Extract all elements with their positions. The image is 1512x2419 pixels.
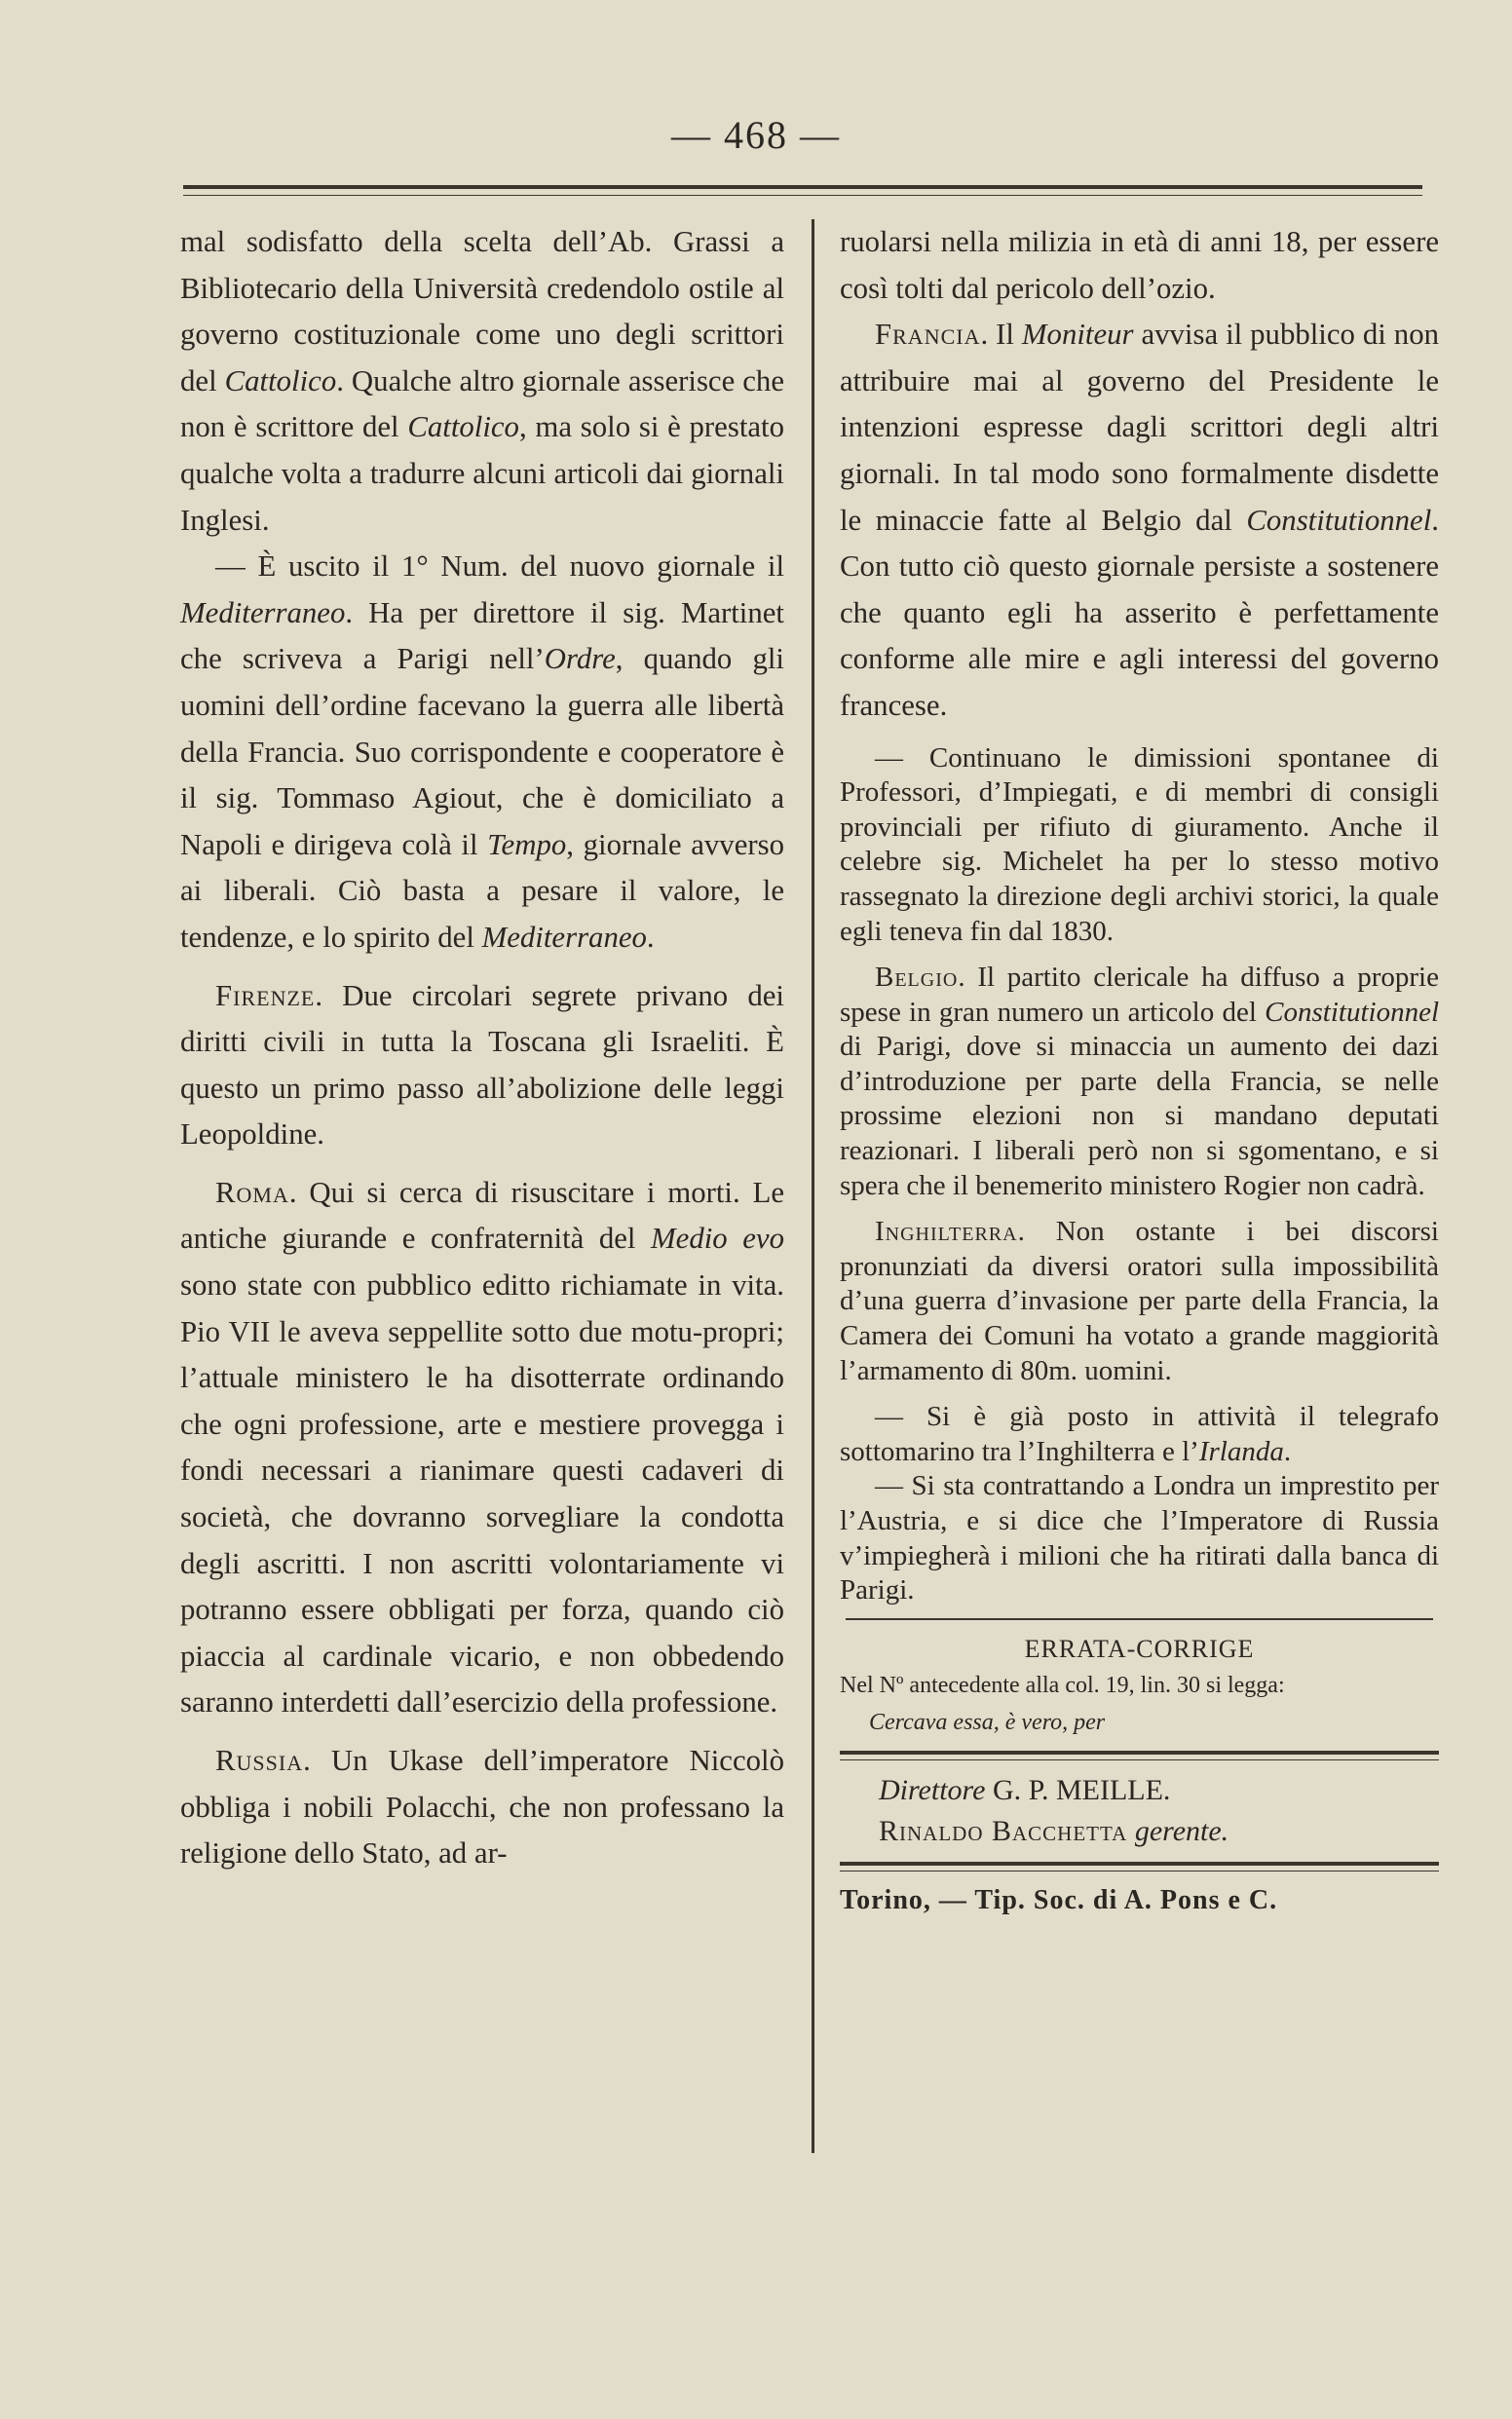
errata-rule — [846, 1618, 1433, 1620]
manager-name: Rinaldo Bacchetta — [879, 1814, 1128, 1847]
section-heading: Belgio — [875, 962, 959, 994]
paragraph — [840, 1215, 1439, 1388]
right-column — [840, 219, 1439, 1920]
text-run: Mediterraneo — [481, 920, 647, 954]
text-run: , ma solo si è prestato qualche volta a tradurre alcuni articoli dai giornali Inglesi. — [180, 410, 784, 537]
text-run: Constitutionnel — [1265, 996, 1439, 1028]
printer-line: Torino, — Tip. Soc. di A. Pons e C. — [840, 1884, 1278, 1915]
section-heading: Russia — [215, 1744, 304, 1777]
paragraph — [840, 312, 1439, 729]
section-heading: Roma — [215, 1175, 289, 1209]
text-run: — Si sta contrattando a Londra un imprestito per l’Austria, e si dice che l’Imperatore di Russia v’impiegherà i milioni che ha ritirati dalla banca di Parigi. — [840, 1470, 1439, 1606]
text-run: avvisa il pubblico di non attribuire mai al governo del Presidente le intenzioni espresse dagli scrittori degli altri giornali. In tal modo sono formalmente disdette le minaccie fatte al Belgio dal — [840, 318, 1439, 537]
right-column-body — [840, 219, 1439, 1608]
text-run: di Parigi, dove si minaccia un aumento dei dazi d’introduzione per parte della Francia, se nelle prossime elezioni non si mandano deputati reazionari. I liberali però non si sgomentano, e si spera che il benemerito ministero Rogier non cadrà. — [840, 1031, 1439, 1201]
text-run: Tempo — [487, 827, 567, 861]
text-run: . — [1283, 1435, 1292, 1467]
text-run: Medio evo — [651, 1222, 784, 1256]
text-run: . Due circolari segrete privano dei diritti civili in tutta la Toscana gli Israeliti. È questo un primo passo all’abolizione delle leggi Leopoldine. — [180, 978, 784, 1152]
text-run: Cattolico — [224, 363, 337, 397]
manager-line — [840, 1811, 1439, 1852]
director-name: G. P. MEILLE. — [992, 1773, 1171, 1806]
text-run: . Con tutto ciò questo giornale persiste a sostenere che quanto egli ha asserito è perfettamente conforme alle mire e agli interessi del governo francese. — [840, 503, 1439, 722]
director-label: Direttore — [879, 1773, 986, 1806]
text-run: , giornale avverso ai liberali. Ciò basta a pesare il valore, le tendenze, e lo spirito del — [180, 827, 784, 954]
text-run: . Qualche altro giornale asserisce che non è scrittore del — [180, 363, 784, 444]
paragraph — [180, 1170, 784, 1726]
section-heading: Inghilterra — [875, 1216, 1018, 1248]
text-run: Irlanda — [1198, 1435, 1284, 1467]
text-run: Moniteur — [1021, 318, 1134, 352]
text-run: ruolarsi nella milizia in età di anni 18, per essere così tolti dal pericolo dell’ozio. — [840, 225, 1439, 305]
text-run: . Il partito clericale ha diffuso a proprie spese in gran numero un articolo del — [840, 962, 1439, 1028]
text-run: . Qui si cerca di risuscitare i morti. Le antiche giurande e confraternità del — [180, 1175, 784, 1256]
text-run: Mediterraneo — [180, 595, 346, 629]
manager-label: gerente. — [1134, 1814, 1229, 1847]
text-run: . Il — [980, 318, 1022, 352]
errata-correction: Cercava essa, è vero, per — [869, 1709, 1106, 1735]
printer-rule — [840, 1862, 1439, 1871]
text-run: Ordre — [544, 642, 616, 676]
page-number: — 468 — — [671, 113, 841, 157]
column-divider — [812, 219, 814, 2153]
paragraph — [840, 219, 1439, 312]
paragraph — [840, 1400, 1439, 1469]
text-run: . — [646, 920, 655, 954]
director-line — [840, 1770, 1439, 1811]
paragraph — [180, 219, 784, 544]
text-run: . Ha per direttore il sig. Martinet che scriveva a Parigi nell’ — [180, 595, 784, 676]
text-run: Cattolico — [407, 410, 519, 444]
text-run: — Continuano le dimissioni spontanee di Professori, d’Impiegati, e di membri di consigli provinciali per rifiuto di giuramento. Anche il celebre sig. Michelet ha per lo stesso motivo rassegnato la direzione degli archivi storici, la quale egli teneva fin dal 1830. — [840, 741, 1439, 947]
errata-line: Nel Nº antecedente alla col. 19, lin. 30 si legga: — [840, 1672, 1285, 1698]
paragraph — [840, 1469, 1439, 1607]
text-run: Constitutionnel — [1246, 503, 1432, 537]
text-run: mal sodisfatto della scelta dell’Ab. Grassi a Bibliotecario della Università credendolo ostile al governo costituzionale come uno degli scrittori del — [180, 225, 784, 397]
paragraph — [180, 1738, 784, 1877]
text-run: — Si è già posto in attività il telegrafo sottomarino tra l’Inghilterra e l’ — [840, 1401, 1439, 1467]
errata-title: ERRATA-CORRIGE — [1024, 1634, 1255, 1663]
text-run: . Un Ukase dell’imperatore Niccolò obbliga i nobili Polacchi, che non professano la religione dello Stato, ad ar- — [180, 1744, 784, 1871]
signature-rule — [840, 1751, 1439, 1760]
text-run: . Non ostante i bei discorsi pronunziati da diversi oratori sulla impossibilità d’una guerra d’invasione per parte della Francia, la Camera dei Comuni ha votato a grande maggiorità l’armamento di 80m. uomini. — [840, 1216, 1439, 1386]
paragraph — [180, 973, 784, 1158]
section-heading: Firenze — [215, 978, 316, 1012]
paragraph — [180, 544, 784, 961]
text-run: — È uscito il 1° Num. del nuovo giornale il — [215, 549, 784, 584]
left-column — [180, 219, 784, 1877]
paragraph — [840, 741, 1439, 950]
header-rule — [183, 185, 1422, 196]
section-heading: Francia — [875, 318, 981, 352]
paragraph — [840, 961, 1439, 1203]
text-run: sono state con pubblico editto richiamate in vita. Pio VII le aveva seppellite sotto due motu-propri; l’attuale ministero le ha disotterrate ordinando che ogni professione, arte e mestiere provegga i fondi necessari a rianimare questi cadaveri di società, che dovranno sorvegliare la condotta degli ascritti. I non ascritti volontariamente vi potranno essere obbligati per forza, quando ciò piaccia al cardinale vicario, e non obbedendo saranno interdetti dall’esercizio della professione. — [180, 1268, 784, 1720]
text-run: , quando gli uomini dell’ordine facevano la guerra alle libertà della Francia. Suo corrispondente e cooperatore è il sig. Tommaso Agiout, che è domiciliato a Napoli e dirigeva colà il — [180, 642, 784, 861]
